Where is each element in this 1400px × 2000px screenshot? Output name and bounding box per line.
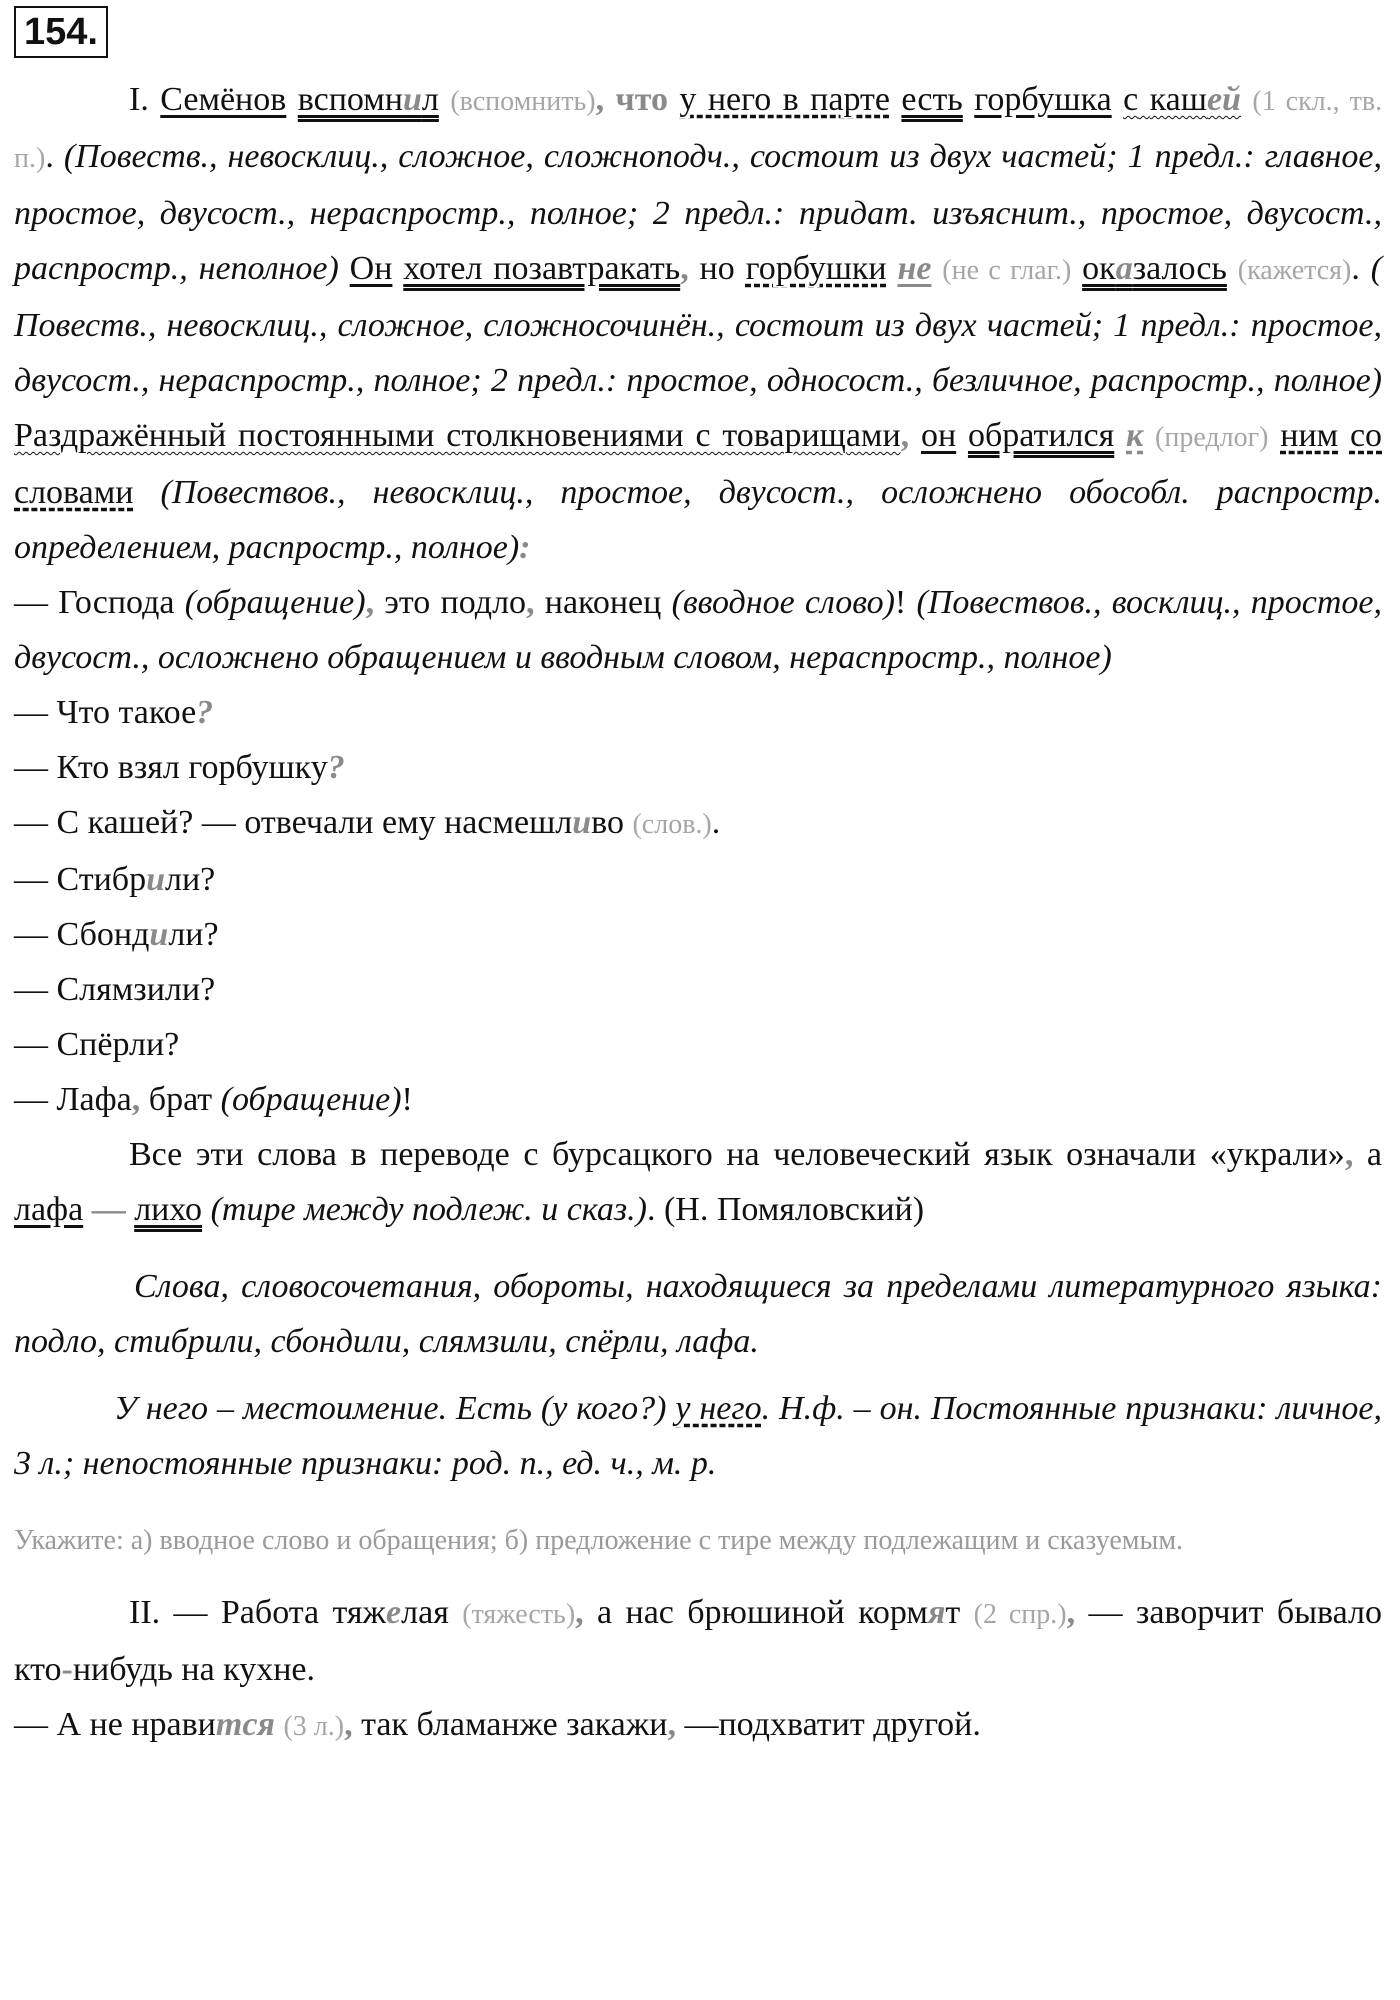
space	[890, 81, 901, 118]
highlighted-letter: и	[572, 804, 592, 841]
predicate-word: лихо	[134, 1191, 203, 1228]
subject-word: лафа	[14, 1191, 84, 1228]
text: лая	[401, 1594, 463, 1631]
predicate-phrase: хотел позавтракать	[403, 250, 681, 287]
text: во	[591, 804, 633, 841]
note: (тире между подлеж. и сказ.)	[202, 1191, 647, 1228]
note: (вводное слово)	[671, 584, 895, 621]
hint: (1 скл., тв. п.)	[14, 86, 1383, 174]
modifier-part: каш	[1149, 81, 1207, 118]
note-1: Слова, словосочетания, обороты, находящиеся за пределами литературного языка: подло, стибрили, сбондили, слямзили, спёрли, лафа.	[14, 1268, 1382, 1360]
underlined-phrase: у него	[675, 1390, 762, 1427]
predicate-word	[1082, 250, 1227, 287]
text: ли?	[165, 861, 216, 898]
text: т	[945, 1594, 974, 1631]
punct: ,	[526, 584, 535, 621]
hint: (вспомнить)	[450, 86, 596, 117]
text: II. — Работа тяж	[129, 1594, 387, 1631]
text: это подло	[374, 584, 527, 621]
particle: не	[897, 250, 932, 287]
text: — Кто взял горбушку	[14, 749, 328, 786]
punct: ,	[365, 584, 375, 621]
text: — Лафа	[14, 1081, 132, 1118]
predicate-word: обратился	[967, 417, 1115, 454]
text: !	[401, 1081, 413, 1118]
preposition: к	[1126, 417, 1144, 454]
object-phrase: со словами	[14, 417, 1383, 511]
note: (обращение)	[184, 584, 366, 621]
highlighted-letter: я	[927, 1594, 946, 1631]
text: — заворчит бывало кто	[14, 1594, 1383, 1688]
text: а нас брюшиной корм	[583, 1594, 928, 1631]
hint: (предлог)	[1155, 422, 1269, 453]
space	[1112, 81, 1123, 118]
subject-word: Семёнов	[160, 81, 287, 118]
hint: (2 спр.)	[973, 1599, 1067, 1630]
punct: ,	[680, 250, 689, 287]
text: а	[1353, 1136, 1383, 1173]
highlighted-letter: тся	[215, 1706, 275, 1743]
punct: -	[61, 1651, 73, 1688]
space	[887, 250, 898, 287]
predicate-part: ок	[1082, 250, 1116, 287]
punct: , что	[595, 81, 680, 118]
punct: .	[1351, 250, 1371, 287]
subject-word: горбушка	[974, 81, 1112, 118]
punct: ,	[667, 1706, 676, 1743]
text: У него – местоимение. Есть (у кого?)	[114, 1390, 676, 1427]
paragraph-1	[14, 72, 1382, 575]
roman-numeral: I.	[129, 81, 161, 118]
punct: :	[519, 529, 531, 566]
dialog-line-2	[14, 685, 1382, 740]
participial-phrase: Раздражённый постоянными столкновениями с товарищами	[14, 417, 901, 454]
modifier-part: с	[1123, 81, 1139, 118]
analysis: (Повеств., невосклиц., сложное, сложноподч., состоит из двух частей; 1 предл.: главное, простое, двусост., нераспростр., полное; 2 предл.: придат. изъяснит., простое, двусост., распростр., неполное)	[14, 138, 1382, 287]
text: — Сбонд	[14, 916, 150, 953]
punct: ,	[344, 1706, 353, 1743]
predicate-part: вспомн	[297, 81, 403, 118]
text: .	[711, 804, 721, 841]
punct: ?	[327, 749, 345, 786]
task-instruction: Укажите: а) вводное слово и обращения; б) предложение с тире между подлежащим и сказуемым.	[14, 1525, 1184, 1556]
dialog-line-9	[14, 1072, 1382, 1127]
hint: (кажется)	[1237, 255, 1352, 286]
dialog-line-6	[14, 907, 1382, 962]
punct: ?	[196, 694, 214, 731]
subject-word: он	[920, 417, 957, 454]
text: ли?	[168, 916, 219, 953]
highlighted-letter: е	[386, 1594, 402, 1631]
space	[963, 81, 974, 118]
modifier-phrase	[1123, 81, 1241, 118]
exercise-number: 154.	[14, 6, 108, 58]
punct: ,	[1066, 1594, 1076, 1631]
note-2	[14, 1381, 1382, 1491]
text: Все эти слова в переводе с бурсацкого на человеческий язык означали «украли»	[129, 1136, 1345, 1173]
section-2-line-2	[14, 1697, 1382, 1754]
analysis: ( Повеств., невосклиц., сложное, сложносочинён., состоит из двух частей; 1 предл.: простое, двусост., нераспростр., полное; 2 предл.: простое, односост., безличное, распростр., полное)	[14, 250, 1383, 399]
analysis: (Повествов., невосклиц., простое, двусост., осложнено обособл. распростр. определением, распростр., полное)	[14, 474, 1382, 566]
text: — Господа	[14, 584, 185, 621]
text: брат	[140, 1081, 221, 1118]
dialog-line-8: — Спёрли?	[14, 1026, 180, 1063]
hint: (слов.)	[632, 809, 712, 840]
subject-word: Он	[349, 250, 393, 287]
punct: ,	[1344, 1136, 1354, 1173]
predicate-part: л	[421, 81, 439, 118]
object-word: горбушки	[745, 250, 887, 287]
punct: ,	[900, 417, 910, 454]
text: — С кашей? — отвечали ему насмешл	[14, 804, 573, 841]
punct: .	[45, 138, 64, 175]
dialog-line-4	[14, 795, 1382, 852]
paragraph-2	[14, 1127, 1382, 1237]
dialog-line-5	[14, 852, 1382, 907]
text: но	[688, 250, 746, 287]
text: . (Н. Помяловский)	[646, 1191, 925, 1228]
exercise-text	[14, 72, 1382, 1754]
punct: ,	[131, 1081, 141, 1118]
highlighted-letter: а	[1115, 250, 1133, 287]
section-2	[14, 1585, 1382, 1697]
punct: —	[83, 1191, 135, 1228]
text: — А не нрави	[14, 1706, 216, 1743]
text: нибудь на кухне.	[72, 1651, 315, 1688]
hint: (тяжесть)	[462, 1599, 576, 1630]
adverbial-phrase: у него в парте	[679, 81, 890, 118]
highlighted-letter: ей	[1206, 81, 1241, 118]
analysis: (Повествов., восклиц., простое, двусост., осложнено обращением и вводным словом, нераспростр., полное)	[14, 584, 1382, 676]
text: . Н.ф. – он. Постоянные признаки: личное, 3 л.; непостоянные признаки: род. п., ед. ч., м. р.	[14, 1390, 1382, 1482]
dialog-line-7: — Слямзили?	[14, 971, 216, 1008]
highlighted-letter: и	[402, 81, 422, 118]
text: так бламанже закажи	[352, 1706, 668, 1743]
dialog-line-1	[14, 575, 1382, 685]
text: —подхватит другой.	[675, 1706, 981, 1743]
text: наконец	[534, 584, 672, 621]
hint: (не с глаг.)	[942, 255, 1072, 286]
predicate-word: есть	[901, 81, 963, 118]
punct: ,	[575, 1594, 584, 1631]
dialog-line-3	[14, 740, 1382, 795]
predicate-word	[298, 81, 439, 118]
note: (обращение)	[220, 1081, 402, 1118]
predicate-part: залось	[1132, 250, 1227, 287]
highlighted-letter: и	[149, 916, 169, 953]
text: — Стибр	[14, 861, 147, 898]
hint: (3 л.)	[283, 1711, 345, 1742]
highlighted-letter: и	[146, 861, 166, 898]
object-word: ним	[1280, 417, 1339, 454]
text: — Что такое	[14, 694, 197, 731]
text: !	[894, 584, 917, 621]
